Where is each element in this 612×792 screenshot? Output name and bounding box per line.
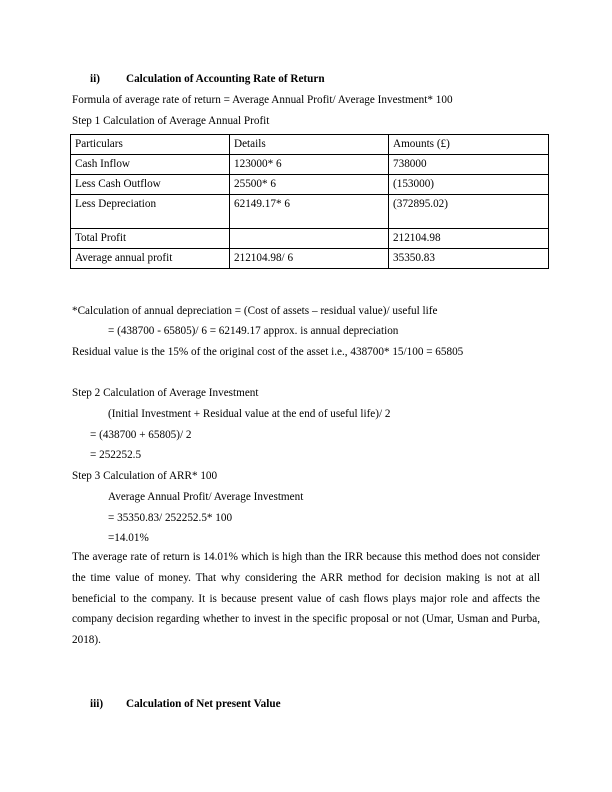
section-title: Calculation of Accounting Rate of Return xyxy=(126,73,325,85)
table-header-cell: Details xyxy=(230,135,389,155)
table-cell: 25500* 6 xyxy=(230,175,389,195)
section-title: Calculation of Net present Value xyxy=(126,698,281,710)
depreciation-formula: *Calculation of annual depreciation = (Cost of assets – residual value)/ useful life xyxy=(72,305,438,317)
step2-formula: (Initial Investment + Residual value at the end of useful life)/ 2 xyxy=(108,408,391,420)
table-row xyxy=(71,229,549,249)
table-cell: Total Profit xyxy=(71,229,230,249)
step2-title: Step 2 Calculation of Average Investment xyxy=(72,387,259,399)
step3-title: Step 3 Calculation of ARR* 100 xyxy=(72,470,218,482)
table-row xyxy=(71,155,549,175)
step3-result: =14.01% xyxy=(108,532,149,544)
table-cell xyxy=(230,229,389,249)
table-row xyxy=(71,249,549,269)
table-header-cell: Amounts (£) xyxy=(389,135,549,155)
table-cell: Average annual profit xyxy=(71,249,230,269)
table-header-row xyxy=(71,135,549,155)
table-cell: Less Cash Outflow xyxy=(71,175,230,195)
step3-calc: = 35350.83/ 252252.5* 100 xyxy=(108,512,233,524)
step1-title: Step 1 Calculation of Average Annual Profit xyxy=(72,115,270,127)
formula-line: Formula of average rate of return = Average Annual Profit/ Average Investment* 100 xyxy=(72,94,453,106)
profit-table xyxy=(70,134,549,269)
section-heading-ii xyxy=(90,72,325,86)
conclusion-paragraph: The average rate of return is 14.01% which is high than the IRR because this method does not consider the time value of money. That why considering the ARR method for decision making is not at all beneficial to the company. It is because present value of cash flows plays major role and affects the company decision regarding whether to invest in the specific proposal or not (Umar, Usman and Purba, 2018). xyxy=(72,551,540,647)
table-cell: 212104.98/ 6 xyxy=(230,249,389,269)
table-cell: 212104.98 xyxy=(389,229,549,249)
step3-formula: Average Annual Profit/ Average Investment xyxy=(108,491,304,503)
table-cell: Cash Inflow xyxy=(71,155,230,175)
residual-value-note: Residual value is the 15% of the original cost of the asset i.e., 438700* 15/100 = 65805 xyxy=(72,346,464,358)
step2-result: = 252252.5 xyxy=(90,449,142,461)
table-cell: (372895.02) xyxy=(389,195,549,229)
section-number: iii) xyxy=(90,698,104,710)
table-cell: 35350.83 xyxy=(389,249,549,269)
section-heading-iii xyxy=(90,697,281,711)
table-row xyxy=(71,195,549,229)
table-cell: 62149.17* 6 xyxy=(230,195,389,229)
table-row xyxy=(71,175,549,195)
depreciation-calc: = (438700 - 65805)/ 6 = 62149.17 approx. is annual depreciation xyxy=(108,325,399,337)
step2-calc: = (438700 + 65805)/ 2 xyxy=(90,429,192,441)
table-cell: Less Depreciation xyxy=(71,195,230,229)
section-number: ii) xyxy=(90,73,100,85)
table-cell: 738000 xyxy=(389,155,549,175)
table-cell: (153000) xyxy=(389,175,549,195)
table-header-cell: Particulars xyxy=(71,135,230,155)
table-cell: 123000* 6 xyxy=(230,155,389,175)
